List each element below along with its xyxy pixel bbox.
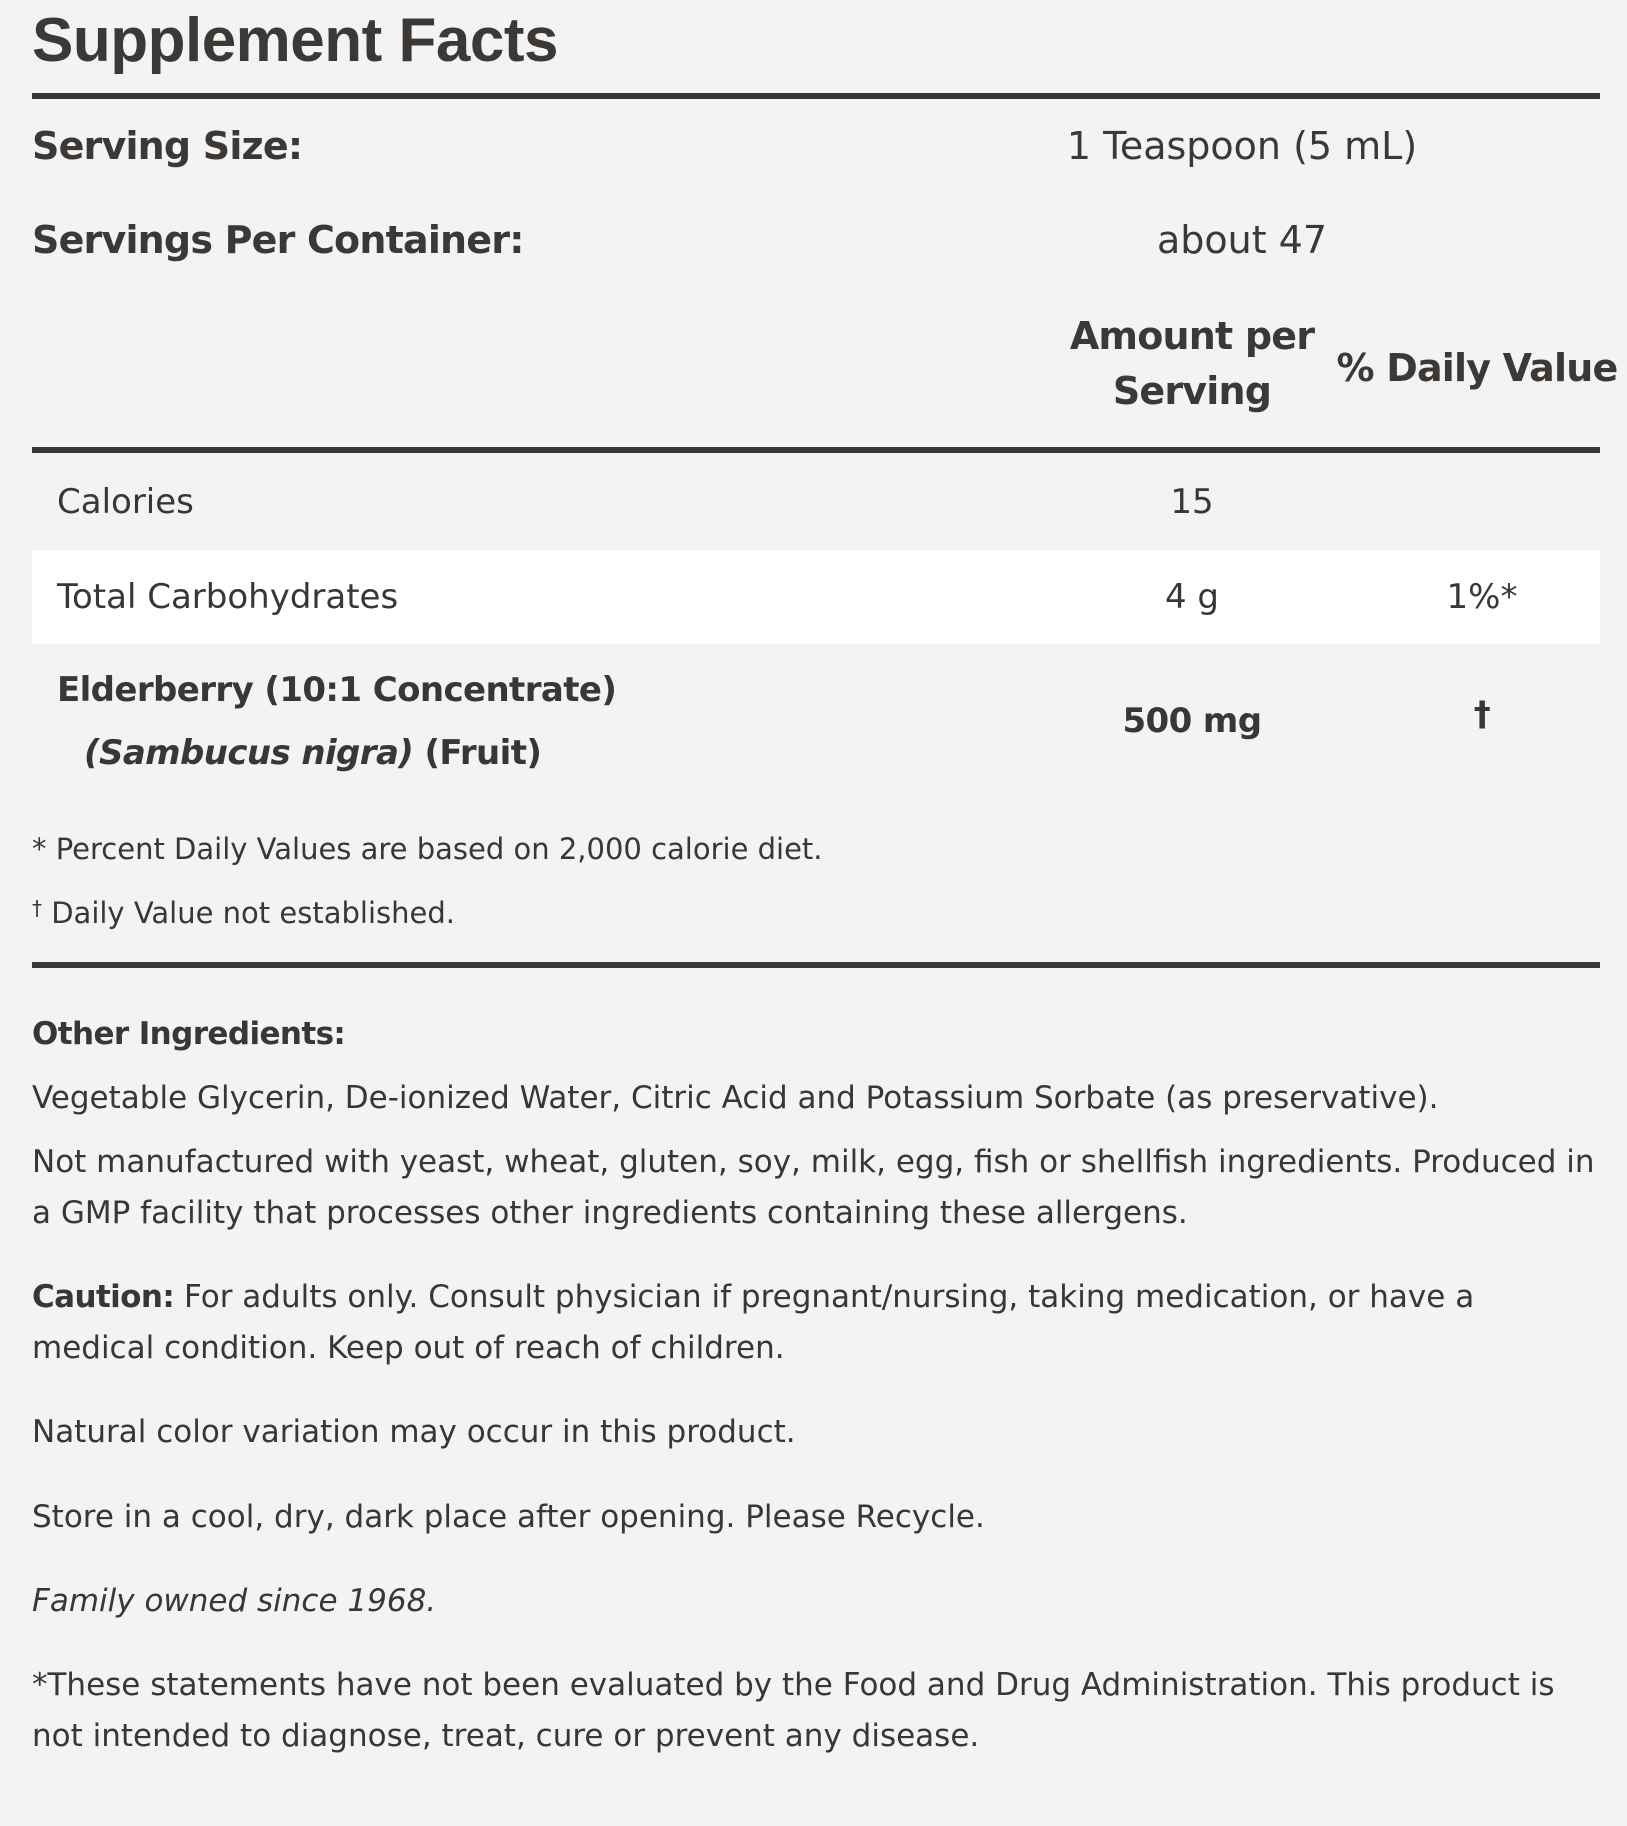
family-owned-note: Family owned since 1968.: [32, 1583, 437, 1619]
allergen-statement: Not manufactured with yeast, wheat, gluten, soy, milk, egg, fish or shellfish ingredients. Produced in a GMP facility that processes other ingredients containing these allergens.: [32, 1144, 1595, 1231]
dagger-footnote-text: Daily Value not established.: [42, 896, 455, 930]
daily-value-header: % Daily Value: [1336, 346, 1618, 390]
caution-label: Caution:: [32, 1279, 175, 1315]
facts-bottom-divider: [32, 962, 1600, 968]
nutrient-botanical-name: [84, 733, 541, 773]
header-divider: [32, 447, 1600, 453]
amount-header-line1: Amount per: [1069, 314, 1315, 358]
nutrient-name: Elderberry (10:1 Concentrate): [57, 670, 617, 710]
plant-part: (Fruit): [413, 733, 542, 773]
table-row: [32, 454, 1600, 550]
serving-size-value: 1 Teaspoon (5 mL): [1066, 124, 1418, 168]
nutrient-name: Calories: [57, 482, 194, 522]
serving-size-label: Serving Size:: [32, 124, 303, 168]
nutrient-daily-value: 1%*: [1446, 577, 1518, 617]
nutrient-name: Total Carbohydrates: [57, 577, 399, 617]
servings-per-container-label: Servings Per Container:: [32, 218, 524, 262]
nutrient-amount: 500 mg: [1122, 701, 1262, 741]
servings-per-container-value: about 47: [1156, 218, 1328, 262]
other-ingredients-text: Vegetable Glycerin, De-ionized Water, Citric Acid and Potassium Sorbate (as preservative).: [32, 1080, 1439, 1116]
nutrient-amount: 15: [1170, 482, 1214, 522]
percent-daily-value-footnote: * Percent Daily Values are based on 2,000 calorie diet.: [32, 832, 823, 866]
dagger-footnote: [32, 896, 455, 930]
dagger-symbol: †: [32, 896, 42, 920]
caution-text: For adults only. Consult physician if pregnant/nursing, taking medication, or have a medical condition. Keep out of reach of children.: [32, 1279, 1475, 1366]
amount-per-serving-header: [1032, 309, 1352, 419]
latin-name: (Sambucus nigra): [84, 733, 414, 773]
title-divider: [32, 93, 1600, 99]
fda-disclaimer: *These statements have not been evaluated by the Food and Drug Administration. This product is not intended to diagnose, treat, cure or prevent any disease.: [32, 1667, 1555, 1754]
other-ingredients-label: Other Ingredients:: [32, 1016, 346, 1052]
table-row: [32, 644, 1600, 794]
storage-note: Store in a cool, dry, dark place after opening. Please Recycle.: [32, 1499, 985, 1535]
nutrient-amount: 4 g: [1164, 577, 1220, 617]
caution-statement: [32, 1272, 1600, 1374]
table-row: [32, 550, 1600, 644]
nutrient-daily-value: †: [1473, 694, 1491, 734]
amount-header-line2: Serving: [1112, 369, 1272, 414]
page-title: Supplement Facts: [32, 6, 558, 75]
color-variation-note: Natural color variation may occur in this product.: [32, 1414, 796, 1450]
